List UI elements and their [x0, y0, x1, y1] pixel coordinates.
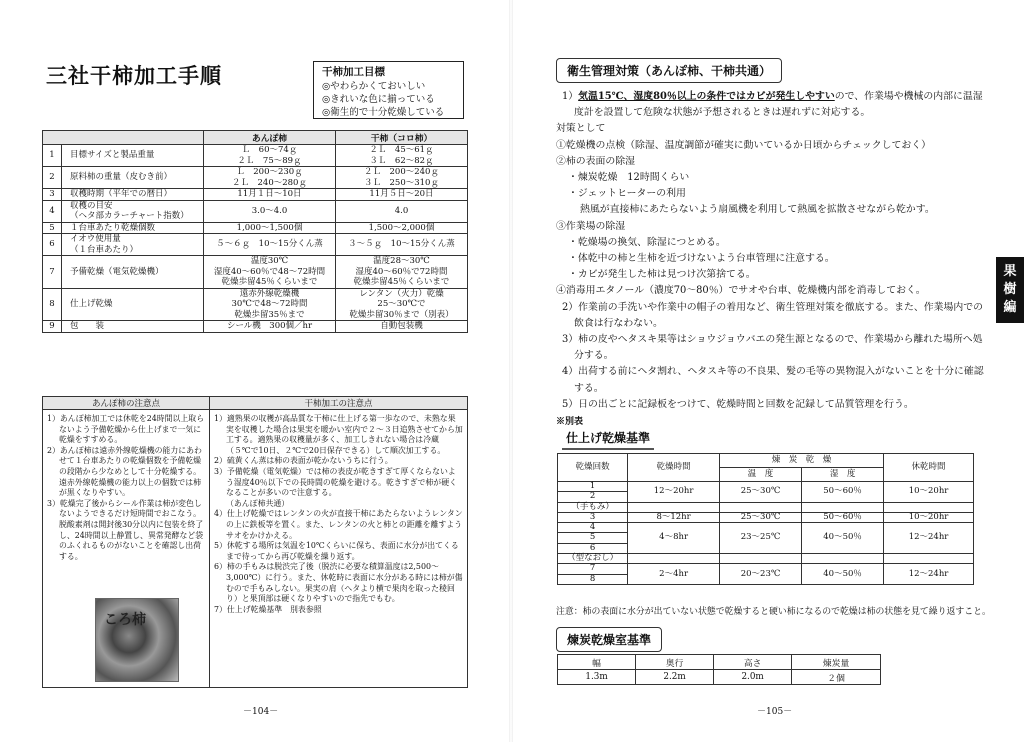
cell-rest: 12～24hr: [884, 523, 974, 554]
col-time: 乾燥時間: [628, 454, 720, 482]
countermeasure-2b: ・ジェットヒーターの利用: [568, 188, 686, 200]
book-spine: [509, 0, 513, 742]
paragraph-1-rest: ので、作業場や機械の内部に温湿度計を設置して危険な状態が予想されるときは遅れずに対応する。: [574, 91, 983, 119]
row-label: 予備乾燥（電気乾燥機）: [62, 256, 204, 289]
cell-anpo: Ｌ 200～230ｇ ２Ｌ 240～280ｇ: [204, 167, 336, 189]
note-item: 2）硫黄くん蒸は柿の表面が乾かないうちに行う。: [214, 456, 393, 466]
cell-time: 4～8hr: [628, 523, 720, 554]
cell-count: 5: [558, 533, 628, 543]
goal-item: ◎きれいな色に揃っている: [322, 94, 435, 105]
row-label: 仕上げ乾燥: [62, 288, 204, 321]
table-row: [558, 554, 974, 564]
goal-item: ◎やわらかくておいしい: [322, 81, 426, 92]
row-number: 5: [43, 222, 62, 234]
countermeasure-label: 対策として: [556, 123, 606, 135]
table-row: [558, 523, 974, 533]
cell-temp: 25～30℃: [720, 512, 802, 522]
note-item: 1）適熟果の収穫が高品質な干柿に仕上げる第一歩なので、未熟な果実を収穫した場合は果実を暖かい室内で２～３日追熟させてから加工する。適熟果の収穫量が多く、加工しきれない場合は冷蔵（５℃で10日、２℃で20日保存できる）して順次加工する。: [214, 414, 463, 455]
cell-count: 6: [558, 543, 628, 553]
cell-anpo: 温度30℃ 湿度40～60％で48～72時間 乾燥歩留45％くらいまで: [204, 256, 336, 289]
cell-anpo: 1,000～1,500個: [204, 222, 336, 234]
countermeasure-3a: ・乾燥場の換気、除湿につとめる。: [568, 236, 726, 248]
col-depth: 奥行: [636, 655, 714, 670]
cell-charcoal: ２個: [792, 670, 881, 685]
note-item: 2）あんぽ柿は遠赤外線乾燥機の能力にあわせて１台車あたりの乾燥個数を予備乾燥の段階から少なめとして十分乾燥する。 遠赤外線乾燥機の能力以上の個数では柿が黒くなりやすい。: [47, 445, 202, 498]
col-temp: 温 度: [720, 468, 802, 482]
cell-hoshigaki: ２Ｌ 200～240ｇ ３Ｌ 250～310ｇ: [336, 167, 468, 189]
countermeasure-1: ①乾燥機の点検（除湿、温度調節が確実に動いているか日頃からチェックしておく）: [556, 139, 931, 151]
col-charcoal: 煉炭量: [792, 655, 881, 670]
paragraph-4: 4）出荷する前にヘタ割れ、ヘタスキ等の不良果、髪の毛等の異物混入がないことを十分に確認する。: [562, 366, 984, 394]
cell-temp: 23～25℃: [720, 523, 802, 554]
col-group: 煉 炭 乾 燥: [720, 454, 884, 468]
cell-hoshigaki: ２Ｌ 45～61ｇ ３Ｌ 62～82ｇ: [336, 145, 468, 167]
cell-count: 7: [558, 564, 628, 574]
table-row: [558, 670, 881, 685]
item-number: 1）: [562, 91, 579, 102]
col-width: 幅: [558, 655, 636, 670]
note-item: 1）あんぽ柿加工では休乾を24時間以上取らないよう予備乾燥から仕上げまで一気に乾燥をすすめる。: [47, 414, 205, 445]
table-row: [43, 200, 468, 222]
warning-text: 気温15℃、湿度80％以上の条件ではカビが発生しやすい: [578, 91, 835, 102]
note-item: 4）仕上げ乾燥ではレンタンの火が直接干柿にあたらないようレンタンの上に鉄板等を置く。また、レンタンの火と柿との距離を離すようサオをかけかえる。: [214, 509, 463, 540]
drying-note: 注意：柿の表面に水分が出ていない状態で乾燥すると硬い柿になるので乾燥は柿の状態を見て繰り返すこと。: [556, 607, 991, 617]
table-row: [43, 222, 468, 234]
table-row: [558, 564, 974, 574]
cell-anpo: Ｌ 60～74ｇ ２Ｌ 75～89ｇ: [204, 145, 336, 167]
cell-count: 3: [558, 512, 628, 522]
cell-count: 1: [558, 482, 628, 492]
table-row: [43, 234, 468, 256]
table-header-blank: [43, 131, 204, 145]
cell-anpo: 遠赤外線乾燥機 30℃で48～72時間 乾燥歩留35％まで: [204, 288, 336, 321]
table-row: [43, 145, 468, 167]
cell-humidity: 40～50％: [802, 564, 884, 585]
cell-count: （手もみ）: [558, 502, 628, 512]
table-header-hoshigaki: 干柿（コロ柿）: [336, 131, 468, 145]
note-item: 5）休乾する場所は気温を10℃くらいに保ち、表面に水分が出てくるまで待ってから再び乾燥を繰り返す。: [214, 541, 459, 561]
row-label: 目標サイズと製品重量: [62, 145, 204, 167]
row-number: 9: [43, 321, 62, 333]
cell-hoshigaki: 自動包装機: [336, 321, 468, 333]
cell-hoshigaki: レンタン（火力）乾燥 25～30℃で 乾燥歩留30％まで（別表）: [336, 288, 468, 321]
cell-time: 2～4hr: [628, 564, 720, 585]
row-label: 包 装: [62, 321, 204, 333]
row-number: 2: [43, 167, 62, 189]
table-row: [43, 288, 468, 321]
countermeasure-2a: ・煉炭乾燥 12時間くらい: [568, 172, 690, 184]
row-label: 原料柿の重量（皮むき前）: [62, 167, 204, 189]
notes-hoshigaki-cell: [210, 410, 468, 688]
room-standard-table: [557, 654, 881, 685]
cell-depth: 2.2m: [636, 670, 714, 685]
cell-rest: 10～20hr: [884, 512, 974, 522]
room-standard-title: 煉炭乾燥室基準: [556, 627, 662, 652]
note-item: 3）予備乾燥（電気乾燥）では柿の表皮が乾きすぎて厚くならないよう湿度40％以下での長時間の乾燥を避ける。乾きすぎで柿が硬くなることが多いので注意する。 （あんぽ柿共通）: [214, 466, 457, 508]
countermeasure-3b: ・体乾中の柿と生柿を近づけないよう台車管理に注意する。: [568, 253, 835, 265]
appendix-label: ※別表: [556, 417, 584, 427]
side-tab-label: 果樹編: [1003, 264, 1017, 315]
cell-hoshigaki: 11月５日～20日: [336, 189, 468, 201]
cell-count: 8: [558, 574, 628, 584]
row-number: 8: [43, 288, 62, 321]
note-item: 6）柿の手もみは脱渋完了後（脱渋に必要な積算温度は2,500～3,000℃）に行う。また、休乾時に表面に水分がある時には柿が傷むので手もみしない。果実の肩（ヘタより横で果肉を取った稜回り）と果頂部は硬くなりやすいので指先でもむ。: [214, 562, 463, 604]
cell-temp: 25～30℃: [720, 482, 802, 503]
cell-rest: 12～24hr: [884, 564, 974, 585]
cell-height: 2.0m: [714, 670, 792, 685]
section-side-tab: [996, 257, 1024, 323]
goal-box: [313, 61, 464, 119]
notes-header-anpo: あんぽ柿の注意点: [43, 397, 210, 410]
cell-hoshigaki: ３～５ｇ 10～15分くん蒸: [336, 234, 468, 256]
col-height: 高さ: [714, 655, 792, 670]
countermeasure-2: ②柿の表面の除湿: [556, 155, 636, 167]
table-row: [43, 321, 468, 333]
table-row: [43, 167, 468, 189]
page-number-right: －105－: [757, 707, 793, 717]
cell-anpo: シール機 300個／hr: [204, 321, 336, 333]
table-row: [43, 189, 468, 201]
notes-header-hoshigaki: 干柿加工の注意点: [210, 397, 468, 410]
table-header-anpo: あんぽ柿: [204, 131, 336, 145]
drying-standard-table: [557, 453, 974, 585]
cell-width: 1.3m: [558, 670, 636, 685]
cell-count: （型なおし）: [558, 554, 628, 564]
row-label: イオウ使用量 （１台車あたり）: [62, 234, 204, 256]
row-number: 4: [43, 200, 62, 222]
paragraph-5: 5）日の出ごとに記録板をつけて、乾燥時間と回数を記録して品質管理を行う。: [562, 398, 914, 410]
col-count: 乾燥回数: [558, 454, 628, 482]
cell-time: 12～20hr: [628, 482, 720, 503]
cell-hoshigaki: 1,500～2,000個: [336, 222, 468, 234]
cell-rest: 10～20hr: [884, 482, 974, 503]
row-number: 3: [43, 189, 62, 201]
paragraph-2: 2）作業前の手洗いや作業中の帽子の着用など、衛生管理対策を徹底する。また、作業場内での飲食は行なわない。: [562, 301, 984, 329]
cell-count: 2: [558, 492, 628, 502]
cell-hoshigaki: 4.0: [336, 200, 468, 222]
hygiene-body: [556, 89, 986, 413]
goal-item: ◎衛生的で十分乾燥している: [322, 107, 445, 118]
cell-anpo: 11月１日～10日: [204, 189, 336, 201]
cell-count: 4: [558, 523, 628, 533]
countermeasure-3c: ・カビが発生した柿は見つけ次第捨てる。: [568, 269, 756, 281]
dry-standard-title: 仕上げ乾燥基準: [562, 429, 654, 450]
countermeasure-2c: 熱風が直接柿にあたらないよう扇風機を利用して熱風を拡散させながら乾かす。: [580, 204, 935, 216]
table-row: [558, 502, 974, 512]
cell-humidity: 50～60％: [802, 482, 884, 503]
countermeasure-3: ③作業場の除湿: [556, 220, 626, 232]
product-logo: ころ柿: [104, 612, 146, 628]
page-number-left: －104－: [243, 707, 279, 717]
row-label: 収穫の目安 （ヘタ部カラーチャート指数）: [62, 200, 204, 222]
cell-humidity: 40～50％: [802, 523, 884, 554]
section-title-hygiene: 衛生管理対策（あんぽ柿、干柿共通）: [556, 58, 782, 83]
product-photo: [95, 598, 179, 682]
row-number: 6: [43, 234, 62, 256]
paragraph-1: [556, 89, 986, 121]
cell-anpo: ５～６ｇ 10～15分くん蒸: [204, 234, 336, 256]
row-label: １台車あたり乾燥個数: [62, 222, 204, 234]
row-label: 収穫時期（平年での暦日）: [62, 189, 204, 201]
col-rest: 休乾時間: [884, 454, 974, 482]
table-row: [558, 512, 974, 522]
cell-anpo: 3.0～4.0: [204, 200, 336, 222]
cell-time: 8～12hr: [628, 512, 720, 522]
row-number: 7: [43, 256, 62, 289]
note-item: 7）仕上げ乾燥基準 別表参照: [214, 604, 322, 614]
cell-hoshigaki: 温度28～30℃ 湿度40～60％で72時間 乾燥歩留45％くらいまで: [336, 256, 468, 289]
table-row: [43, 256, 468, 289]
row-number: 1: [43, 145, 62, 167]
process-table: [42, 130, 468, 333]
cell-temp: 20～23℃: [720, 564, 802, 585]
paragraph-3: 3）柿の皮やヘタスキ果等はショウジョウバエの発生源となるので、作業場から離れた場所へ処分する。: [562, 334, 983, 362]
col-humidity: 湿 度: [802, 468, 884, 482]
note-item: 3）乾燥完了後からシール作業は柿が変色しないようできるだけ短時間でおこなう。脱酸素剤は開封後30分以内に包装を終了し、24時間以上静置し、異常発酵など袋のふくれるものがないことを確認し出荷する。: [47, 498, 204, 561]
goal-box-title: 干柿加工目標: [322, 66, 385, 78]
table-row: [558, 482, 974, 492]
cell-humidity: 50～60％: [802, 512, 884, 522]
countermeasure-4: ④消毒用エタノール（濃度70～80％）でサオや台車、乾燥機内部を消毒しておく。: [556, 285, 926, 297]
page-title: 三社干柿加工手順: [46, 63, 222, 88]
